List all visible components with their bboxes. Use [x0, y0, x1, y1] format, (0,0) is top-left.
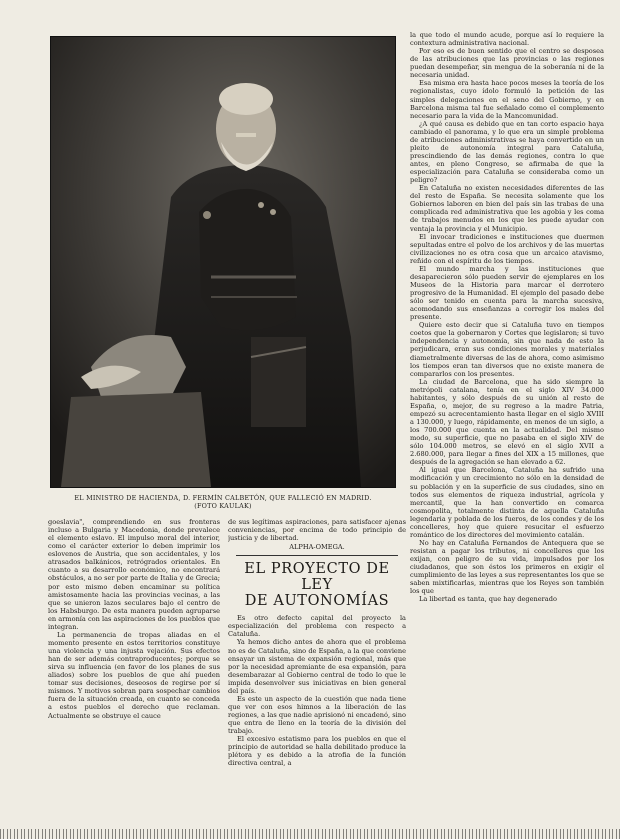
paragraph: La ciudad de Barcelona, que ha sido siempre la metrópoli catalana, tenía en el siglo XIV 34.000 habitantes, y sólo después de su unión al resto de España, o, mejor, de su regreso a la madre Patria, empezó su acrecentamiento hasta llegar en el siglo XVIII a 130.000, y luego, rápidamente, en menos de un siglo, a los 700.000 que cuenta en la actualidad. Del mismo modo, su superficie, que no pasaba en el siglo XIV de sólo 104.000 metros, se elevó en el siglo XVII a 2.680.000, para llegar a fines del XIX a 15 millones, que después de la agregación se han elevado a 62.	[410, 377, 604, 467]
paragraph: El excesivo estatismo para los pueblos en que el principio de autoridad se halla debilitado produce la plétora y es debido a la atrofia de la función directiva central, a	[228, 735, 406, 768]
paragraph: la que todo el mundo acude, porque así lo requiere la contextura administrativa nacional.	[410, 31, 604, 48]
paragraph: Es este un aspecto de la cuestión que nada tiene que ver con esos himnos a la liberación de las regiones, a las que nadie aprisionó ni encadenó, sino que entra de lleno en la teoría de la división del trabajo.	[228, 694, 406, 736]
left-column	[48, 518, 220, 834]
paragraph: Por eso es de buen sentido que el centro se desposea de las atribuciones que las provincias o las regiones puedan desempeñar, sin mengua de la soberanía ni de la necesaria unidad.	[410, 47, 604, 80]
paragraph: El invocar tradiciones e instituciones que duermen sepultadas entre el polvo de los archivos y de las muertas civilizaciones no es otra cosa que un arcaico atavismo, reñido con el espíritu de los tiempos.	[410, 232, 604, 265]
middle-column	[228, 518, 406, 834]
caption-credit: (FOTO KAULAK)	[194, 502, 252, 511]
paragraph: Quiere esto decir que si Cataluña tuvo en tiempos coetos que la gobernaron y Cortes que legislaron; si tuvo independencia y autonomía, sin que nada de esto la perjudicara, eran sus condiciones morales y materiales diametralmente diversas de las de ahora, como asimismo los tiempos eran tan diversos que no existe manera de compararlos con los presentes.	[410, 321, 604, 378]
article-headline	[228, 561, 406, 609]
paragraph: Esa misma era hasta hace pocos meses la teoría de los regionalistas, cuyo ídolo formuló la petición de las simples delegaciones en el seno del Gobierno, y en Barcelona misma tal fue señalado como el complemento necesario para la vida de la Mancomunidad.	[410, 79, 604, 120]
paragraph: La permanencia de tropas aliadas en el momento presente en estos territorios constituye una violencia y una injusta vejación. Sus efectos han de ser además contraproducentes; porque se sirva su influencia (en favor de los planes de sus aliados) sobre los pueblos de que ahí pueden tomar sus decisiones, deseosos de regirse por sí mismos. Y motivos sobran para sospechar cambios fuera de la situación creada, en cuanto se conceda a estos pueblos el derecho que reclaman. Actualmente se obstruye el cauce	[48, 630, 220, 720]
paragraph: La libertad es tanta, que hay degenerado	[419, 595, 557, 604]
caption-line: EL MINISTRO DE HACIENDA, D. FERMÍN CALBETÓN, QUE FALLECIÓ EN MADRID.	[74, 494, 372, 502]
paragraph: El mundo marcha y las instituciones que desaparecieron sólo pueden servir de ejemplares en los Museos de la Historia para marcar el derrotero progresivo de la Humanidad. El ejemplo del pasado debe sólo ser tenido en cuenta para la marcha sucesiva, acomodando sus enseñanzas a corregir los males del presente.	[410, 264, 604, 322]
paragraph: Es otro defecto capital del proyecto la especialización del problema con respecto a Cataluña.	[228, 614, 406, 639]
headline-line: EL PROYECTO DE LEY	[244, 561, 390, 594]
paragraph: ¿A qué causa es debido que en tan corto espacio haya cambiado el panorama, y lo que era un simple problema de atribuciones administrativas se haya convertido en un pleito de autonomía integral para Cataluña, prescindiendo de las demás regiones, contra lo que antes, en pleno Congreso, se afirmaba de que la especialización para Cataluña se consideraba como un peligro?	[410, 119, 604, 185]
scan-edge-strip	[0, 829, 620, 839]
paragraph: Al igual que Barcelona, Cataluña ha sufrido una modificación y un crecimiento no sólo en la densidad de su población y en la superficie de sus ciudades, sino en todos sus elementos de riqueza industrial, agrícola y mercantil, que la han convertido en comarca cosmopolita, totalmente distinta de aquella Cataluña legendaria y poblada de los fueros, de los condes y de los concelleres, hoy que quiere resucitar el esfuerzo romántico de los directores del movimiento catalán.	[410, 466, 604, 539]
paragraph: No hay en Cataluña Fernandos de Antequera que se resistan a pagar los tributos, ni concelleres que los exijan, con peligro de su vida, impulsados por los ciudadanos, que son éstos los primeros en exigir el cumplimiento de las leyes a sus representantes los que se saben mixtificarlas, mientras que los Reyes son también los que	[410, 538, 604, 596]
paragraph: En Cataluña no existen necesidades diferentes de las del resto de España. Se necesita solamente que los Gobiernos laboren en bien del país sin las trabas de una complicada red administrativa que les agobia y les coma de trabajos menudos en los que les puede ayudar con ventaja la provincia y el Municipio.	[410, 184, 604, 233]
paragraph: goeslavia", comprendiendo en sus fronteras incluso a Bulgaria y Macedonia, donde prevalece el elemento eslavo. El impulso moral del interior, como el carácter exterior lo deben imprimir los eslovenos de Austria, que son accidentales, y los atrasados balkánicos, retrógrados orientales. En cuanto a su desarrollo económico, no encontrará obstáculos, a no ser por parte de Italia y de Grecia; por esto mismo deben encaminar su política amistosamente hacia las provincias vecinas, a las que se unieron lazos seculares bajo el centro de los Habsburgo. De esta manera pueden agruparse en armonía con las aspiraciones de los pueblos que integran.	[48, 518, 220, 631]
article-signature: ALPHA-OMEGA.	[289, 543, 345, 552]
right-column	[410, 31, 604, 837]
paragraph: de sus legítimas aspiraciones, para satisfacer ajenas conveniencias, por encima de todo principio de justicia y de libertad.	[228, 518, 406, 543]
divider	[236, 555, 398, 556]
photo-caption	[48, 494, 398, 510]
portrait-photo	[50, 36, 396, 488]
paragraph: Ya hemos dicho antes de ahora que el problema no es de Cataluña, sino de España, a la que conviene ensayar un sistema de expansión regional, más que por la necesidad apremiante de esa expansión, para desembarazar al Gobierno central de todo lo que le impida desenvolver sus iniciativas en bien general del país.	[228, 638, 406, 695]
headline-line: DE AUTONOMÍAS	[244, 593, 390, 610]
